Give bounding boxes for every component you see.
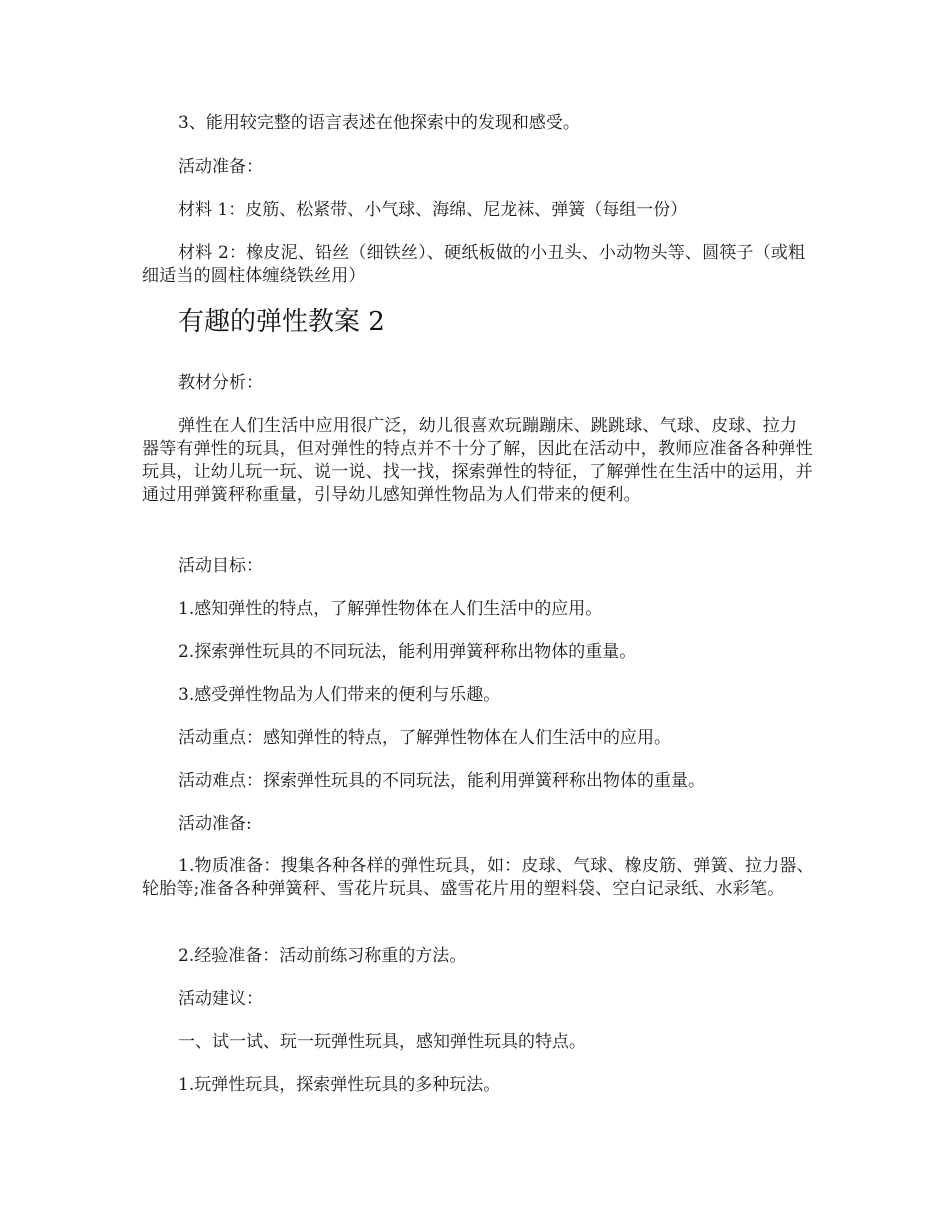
paragraph-preparation-label-2: 活动准备: (178, 814, 252, 834)
paragraph-material-analysis-label: 教材分析： (178, 373, 263, 393)
paragraph-objective-3: 3.感受弹性物品为人们带来的便利与乐趣。 (178, 685, 501, 705)
paragraph-preparation-label: 活动准备： (178, 157, 263, 177)
paragraph-key-point: 活动重点：感知弹性的特点，了解弹性物体在人们生活中的应用。 (178, 728, 671, 748)
paragraph-objectives-label: 活动目标： (178, 556, 263, 576)
paragraph-material-preparation: 1.物质准备：搜集各种各样的弹性玩具，如：皮球、气球、橡皮筋、弹簧、拉力器、轮胎等;准备各种弹簧秤、雪花片玩具、盛雪花片用的塑料袋、空白记录纸、水彩笔。 (142, 856, 814, 899)
paragraph-material-2: 材料 2：橡皮泥、铅丝（细铁丝）、硬纸板做的小丑头、小动物头等、圆筷子（或粗细适当的圆柱体缠绕铁丝用） (142, 243, 806, 286)
paragraph-experience-preparation: 2.经验准备：活动前练习称重的方法。 (178, 946, 467, 966)
paragraph-difficulty: 活动难点：探索弹性玩具的不同玩法，能利用弹簧秤称出物体的重量。 (178, 771, 705, 791)
paragraph-step-1: 一、试一试、玩一玩弹性玩具，感知弹性玩具的特点。 (178, 1032, 586, 1052)
paragraph-step-1-1: 1.玩弹性玩具，探索弹性玩具的多种玩法。 (178, 1075, 501, 1095)
paragraph-material-1: 材料 1：皮筋、松紧带、小气球、海绵、尼龙袜、弹簧（每组一份） (178, 200, 688, 220)
paragraph-goal-3: 3、能用较完整的语言表述在他探索中的发现和感受。 (178, 113, 580, 133)
paragraph-material-analysis: 弹性在人们生活中应用很广泛，幼儿很喜欢玩蹦蹦床、跳跳球、气球、皮球、拉力器等有弹性的玩具，但对弹性的特点并不十分了解，因此在活动中，教师应准备各种弹性玩具，让幼儿玩一玩、说一说、找一找，探索弹性的特征，了解弹性在生活中的运用，并通过用弹簧秤称重量，引导幼儿感知弹性物品为人们带来的便利。 (142, 416, 813, 505)
paragraph-objective-1: 1.感知弹性的特点，了解弹性物体在人们生活中的应用。 (178, 599, 603, 619)
section-heading: 有趣的弹性教案 2 (178, 307, 385, 337)
paragraph-objective-2: 2.探索弹性玩具的不同玩法，能利用弹簧秤称出物体的重量。 (178, 642, 637, 662)
paragraph-suggestions-label: 活动建议： (178, 989, 263, 1009)
